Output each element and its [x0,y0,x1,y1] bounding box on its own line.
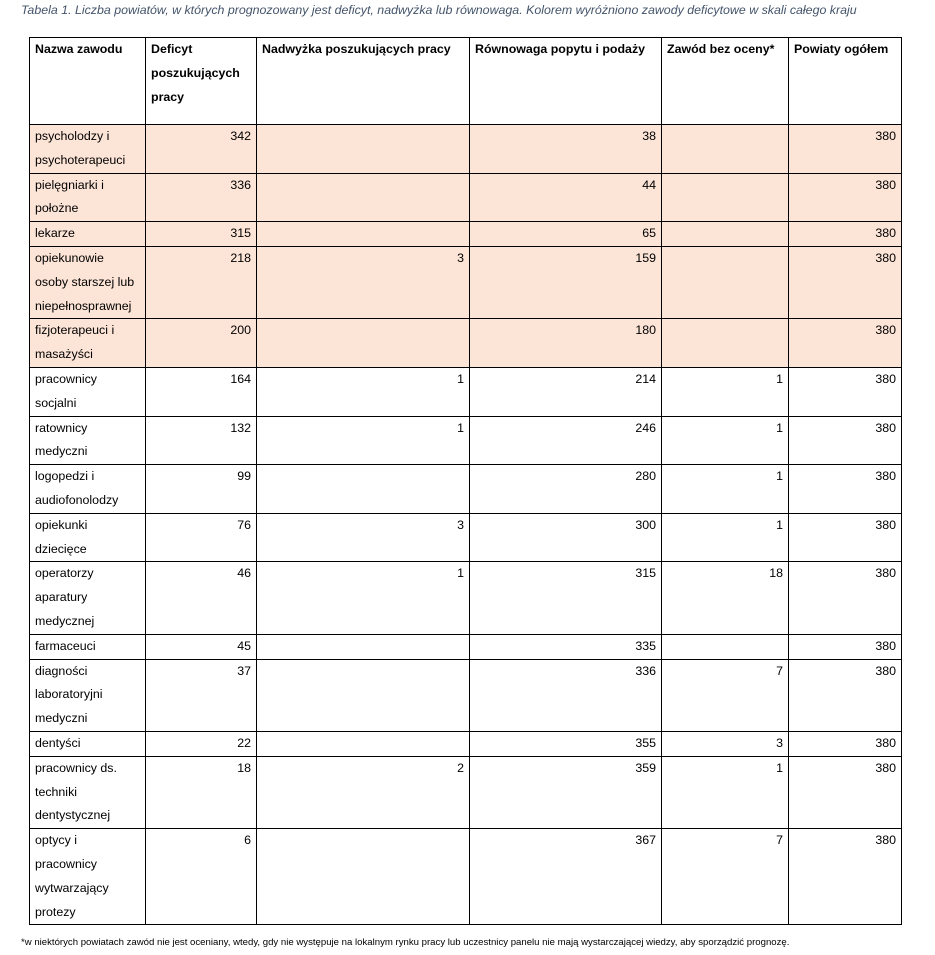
cell-surplus [257,319,470,368]
cell-occupation-name: optycy i pracownicy wytwarzający protezy [30,829,146,925]
table-row [30,222,902,247]
cell-surplus: 3 [257,246,470,318]
footnote: *w niektórych powiatach zawód nie jest oceniany, wtedy, gdy nie występuje na lokalnym rynku pracy lub uczestnicy panelu nie mają wystarczającej wiedzy, aby sporządzić prognozę. [21,937,790,948]
cell-balance: 355 [470,731,662,756]
table-row [30,173,902,222]
table-row [30,125,902,174]
cell-total-counties: 380 [789,731,902,756]
cell-occupation-name: dentyści [30,731,146,756]
cell-balance: 336 [470,659,662,731]
cell-occupation-name: operatorzy aparatury medycznej [30,562,146,634]
cell-deficit: 37 [146,659,257,731]
cell-total-counties: 380 [789,319,902,368]
cell-surplus [257,125,470,174]
cell-occupation-name: farmaceuci [30,634,146,659]
table-row [30,562,902,634]
cell-deficit: 6 [146,829,257,925]
cell-deficit: 22 [146,731,257,756]
cell-deficit: 164 [146,367,257,416]
cell-no-rating: 7 [662,829,789,925]
header-balance: Równowaga popytu i podaży [470,38,662,125]
cell-occupation-name: pielęgniarki i położne [30,173,146,222]
table-header [30,38,902,125]
table-row [30,319,902,368]
table-row [30,829,902,925]
table-row [30,659,902,731]
cell-no-rating [662,634,789,659]
cell-no-rating [662,173,789,222]
cell-surplus: 2 [257,756,470,828]
table-body [30,125,902,925]
cell-no-rating [662,246,789,318]
cell-occupation-name: lekarze [30,222,146,247]
cell-balance: 335 [470,634,662,659]
cell-total-counties: 380 [789,173,902,222]
header-no-rating: Zawód bez oceny* [662,38,789,125]
cell-occupation-name: ratownicy medyczni [30,416,146,465]
table-row [30,756,902,828]
cell-no-rating: 1 [662,756,789,828]
cell-no-rating: 1 [662,513,789,562]
cell-total-counties: 380 [789,513,902,562]
cell-occupation-name: pracownicy socjalni [30,367,146,416]
header-surplus: Nadwyżka poszukujących pracy [257,38,470,125]
cell-total-counties: 380 [789,465,902,514]
cell-surplus [257,829,470,925]
cell-balance: 180 [470,319,662,368]
cell-no-rating [662,125,789,174]
cell-balance: 280 [470,465,662,514]
cell-total-counties: 380 [789,829,902,925]
cell-occupation-name: diagności laboratoryjni medyczni [30,659,146,731]
cell-occupation-name: fizjoterapeuci i masażyści [30,319,146,368]
cell-balance: 367 [470,829,662,925]
cell-surplus: 1 [257,562,470,634]
cell-occupation-name: logopedzi i audiofonolodzy [30,465,146,514]
cell-occupation-name: psycholodzy i psychoterapeuci [30,125,146,174]
cell-occupation-name: opiekunki dziecięce [30,513,146,562]
cell-total-counties: 380 [789,659,902,731]
cell-total-counties: 380 [789,246,902,318]
cell-balance: 38 [470,125,662,174]
cell-total-counties: 380 [789,367,902,416]
cell-deficit: 132 [146,416,257,465]
cell-occupation-name: pracownicy ds. techniki dentystycznej [30,756,146,828]
cell-no-rating: 1 [662,465,789,514]
cell-surplus [257,731,470,756]
table-row [30,731,902,756]
cell-deficit: 200 [146,319,257,368]
cell-balance: 246 [470,416,662,465]
cell-no-rating: 7 [662,659,789,731]
cell-deficit: 99 [146,465,257,514]
header-total-counties: Powiaty ogółem [789,38,902,125]
table-row [30,367,902,416]
cell-occupation-name: opiekunowie osoby starszej lub niepełnosprawnej [30,246,146,318]
cell-total-counties: 380 [789,562,902,634]
cell-deficit: 76 [146,513,257,562]
header-occupation-name: Nazwa zawodu [30,38,146,125]
cell-balance: 300 [470,513,662,562]
cell-surplus [257,465,470,514]
cell-surplus [257,222,470,247]
cell-total-counties: 380 [789,222,902,247]
cell-total-counties: 380 [789,634,902,659]
cell-balance: 65 [470,222,662,247]
cell-total-counties: 380 [789,756,902,828]
table-row [30,513,902,562]
cell-surplus: 3 [257,513,470,562]
cell-balance: 159 [470,246,662,318]
cell-no-rating [662,319,789,368]
cell-deficit: 342 [146,125,257,174]
cell-surplus [257,173,470,222]
cell-no-rating: 3 [662,731,789,756]
header-deficit: Deficyt poszukujących pracy [146,38,257,125]
cell-no-rating: 1 [662,416,789,465]
cell-total-counties: 380 [789,125,902,174]
cell-deficit: 336 [146,173,257,222]
cell-total-counties: 380 [789,416,902,465]
occupation-deficit-table [29,37,902,925]
table-row [30,465,902,514]
cell-deficit: 46 [146,562,257,634]
cell-no-rating: 1 [662,367,789,416]
cell-surplus: 1 [257,367,470,416]
cell-no-rating: 18 [662,562,789,634]
cell-no-rating [662,222,789,247]
cell-deficit: 218 [146,246,257,318]
cell-deficit: 315 [146,222,257,247]
table-caption: Tabela 1. Liczba powiatów, w których prognozowany jest deficyt, nadwyżka lub równowaga. Kolorem wyróżniono zawody deficytowe w skali całego kraju [21,3,857,17]
cell-balance: 44 [470,173,662,222]
cell-deficit: 18 [146,756,257,828]
cell-balance: 315 [470,562,662,634]
cell-surplus [257,659,470,731]
cell-surplus [257,634,470,659]
table-row [30,246,902,318]
cell-surplus: 1 [257,416,470,465]
cell-deficit: 45 [146,634,257,659]
cell-balance: 359 [470,756,662,828]
table-row [30,416,902,465]
cell-balance: 214 [470,367,662,416]
table-row [30,634,902,659]
